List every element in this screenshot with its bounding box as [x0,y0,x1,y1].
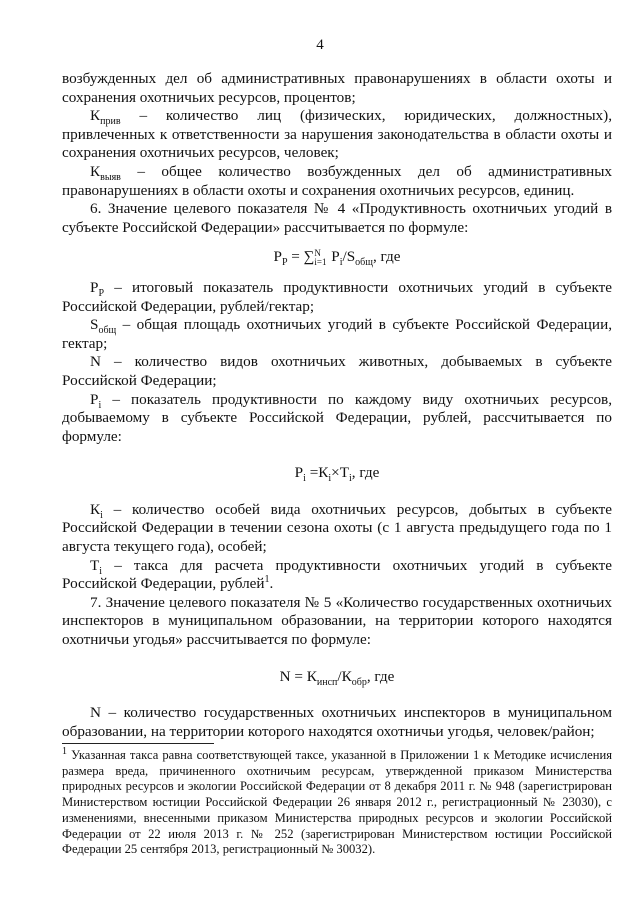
paragraph-t-i [62,557,612,594]
symbol-subscript: общ [98,325,117,337]
formula-divisor: /К [337,667,352,685]
paragraph-indicator-5: 7. Значение целевого показателя № 5 «Количество государственных охотничьих инспекторов в муниципальном образовании, на территории которого находятся охотничьи угодья» рассчитывается по формуле: [62,593,612,649]
paragraph-k-vyyav [62,163,612,200]
formula-tail: , где [366,667,395,685]
formula-lhs: Р [273,248,282,266]
formula-times: ×Т [331,464,350,482]
paragraph-1: возбужденных дел об административных правонарушениях в области охоты и сохранения охотничьих ресурсов, процентов; [62,70,612,106]
paragraph-indicator-4: 6. Значение целевого показателя № 4 «Продуктивность охотничьих угодий в субъекте Российской Федерации» рассчитывается по формуле: [62,200,612,236]
definition-text: – общая площадь охотничьих угодий в субъекте Российской Федерации, гектар; [62,316,612,352]
sum-lower-limit: i=1 [314,256,327,267]
symbol-subscript: выяв [100,172,121,183]
formula-equals: =К [305,464,329,482]
formula-1 [62,248,612,267]
symbol-subscript: прив [100,116,121,128]
formula-3 [62,668,612,687]
symbol-subscript: i [98,399,102,411]
symbol: S [90,316,99,334]
period: . [269,575,274,593]
formula-k-subscript: инсп [316,676,338,688]
body-text [62,70,612,741]
definition-text: – общее количество возбужденных дел об административных правонарушениях в области охоты и сохранения охотничьих ресурсов, единиц. [62,162,612,199]
formula-term: Р [327,248,340,266]
symbol: Р [90,278,99,296]
formula-tail: , где [351,464,380,482]
symbol: К [90,500,101,518]
sum-sign: ∑ [303,249,315,266]
symbol-subscript: i [99,565,103,577]
paragraph-n-species: N – количество видов охотничьих животных, добываемых в субъекте Российской Федерации; [62,353,612,389]
paragraph-p-i [62,391,612,447]
formula-divisor-subscript: общ [355,257,373,269]
definition-text: – итоговый показатель продуктивности охотничьих угодий в субъекте Российской Федерации, рублей/гектар; [62,278,612,315]
symbol: Т [90,556,100,574]
footnote-reference: 1 [264,574,270,586]
formula-tail: , где [372,248,401,266]
symbol: Р [90,390,99,408]
formula-lhs-subscript: i [303,473,306,485]
footnote [62,745,612,858]
paragraph-p-r [62,279,612,316]
footnote-body: Указанная такса равна соответствующей таксе, указанной в Приложении 1 к Методике исчисления размера вреда, причиненного охотничьим ресурсам, утвержденной приказом Министерства природных ресурсов и экологии Российской Федерации от 8 декабря 2011 г. № 948 (зарегистрирован Министерством юстиции Российской Федерации 26 января 2012 г., регистрационный № 23030), с изменениями, внесенными приказом Министерства природных ресурсов и экологии Российской Федерации от 22 июля 2013 г. № 252 (зарегистрирован Министерством юстиции Российской Федерации 25 сентября 2013, регистрационный № 30032). [62,748,612,857]
formula-2 [62,464,612,483]
sum-limits [314,249,326,267]
symbol: К [90,107,101,125]
formula-t-subscript: i [349,473,352,485]
paragraph-s-obsh [62,316,612,353]
paragraph-n-inspectors: N – количество государственных охотничьих инспекторов в муниципальном образовании, на территории которого находятся охотничьи угодья, человек/район; [62,704,612,740]
formula-k-subscript: i [328,473,332,485]
formula-equals: = [287,248,304,266]
footnote-text [62,745,612,858]
definition-text: – показатель продуктивности по каждому виду охотничьих ресурсов, добываемому в субъекте Российской Федерации, рублей, рассчитывается по формуле: [62,390,612,445]
page-number: 4 [316,37,324,53]
formula-divisor-subscript: обр [351,676,367,688]
definition-text: – такса для расчета продуктивности охотничьих угодий в субъекте Российской Федерации, рублей [62,556,612,593]
symbol: К [90,162,101,180]
paragraph-k-priv [62,107,612,163]
footnote-divider [62,743,214,744]
formula-lhs: Р [294,464,304,482]
formula-divisor: /S [342,248,356,266]
symbol-subscript: Р [98,287,105,299]
definition-text: – количество особей вида охотничьих ресурсов, добытых в субъекте Российской Федерации в течении сезона охоты (с 1 августа предыдущего года по 1 августа текущего года), особей; [62,500,612,556]
paragraph-k-i [62,501,612,557]
footnote-mark: 1 [62,745,67,757]
formula-lhs-subscript: Р [281,257,288,269]
formula-lhs: N = К [279,667,317,685]
sum-upper-limit: N [314,247,321,258]
definition-text: – количество лиц (физических, юридических, должностных), привлеченных к ответственности за нарушения законодательства в области охоты и сохранения охотничьих ресурсов, человек; [62,107,612,162]
symbol-subscript: i [100,509,103,521]
formula-term-subscript: i [339,257,343,269]
